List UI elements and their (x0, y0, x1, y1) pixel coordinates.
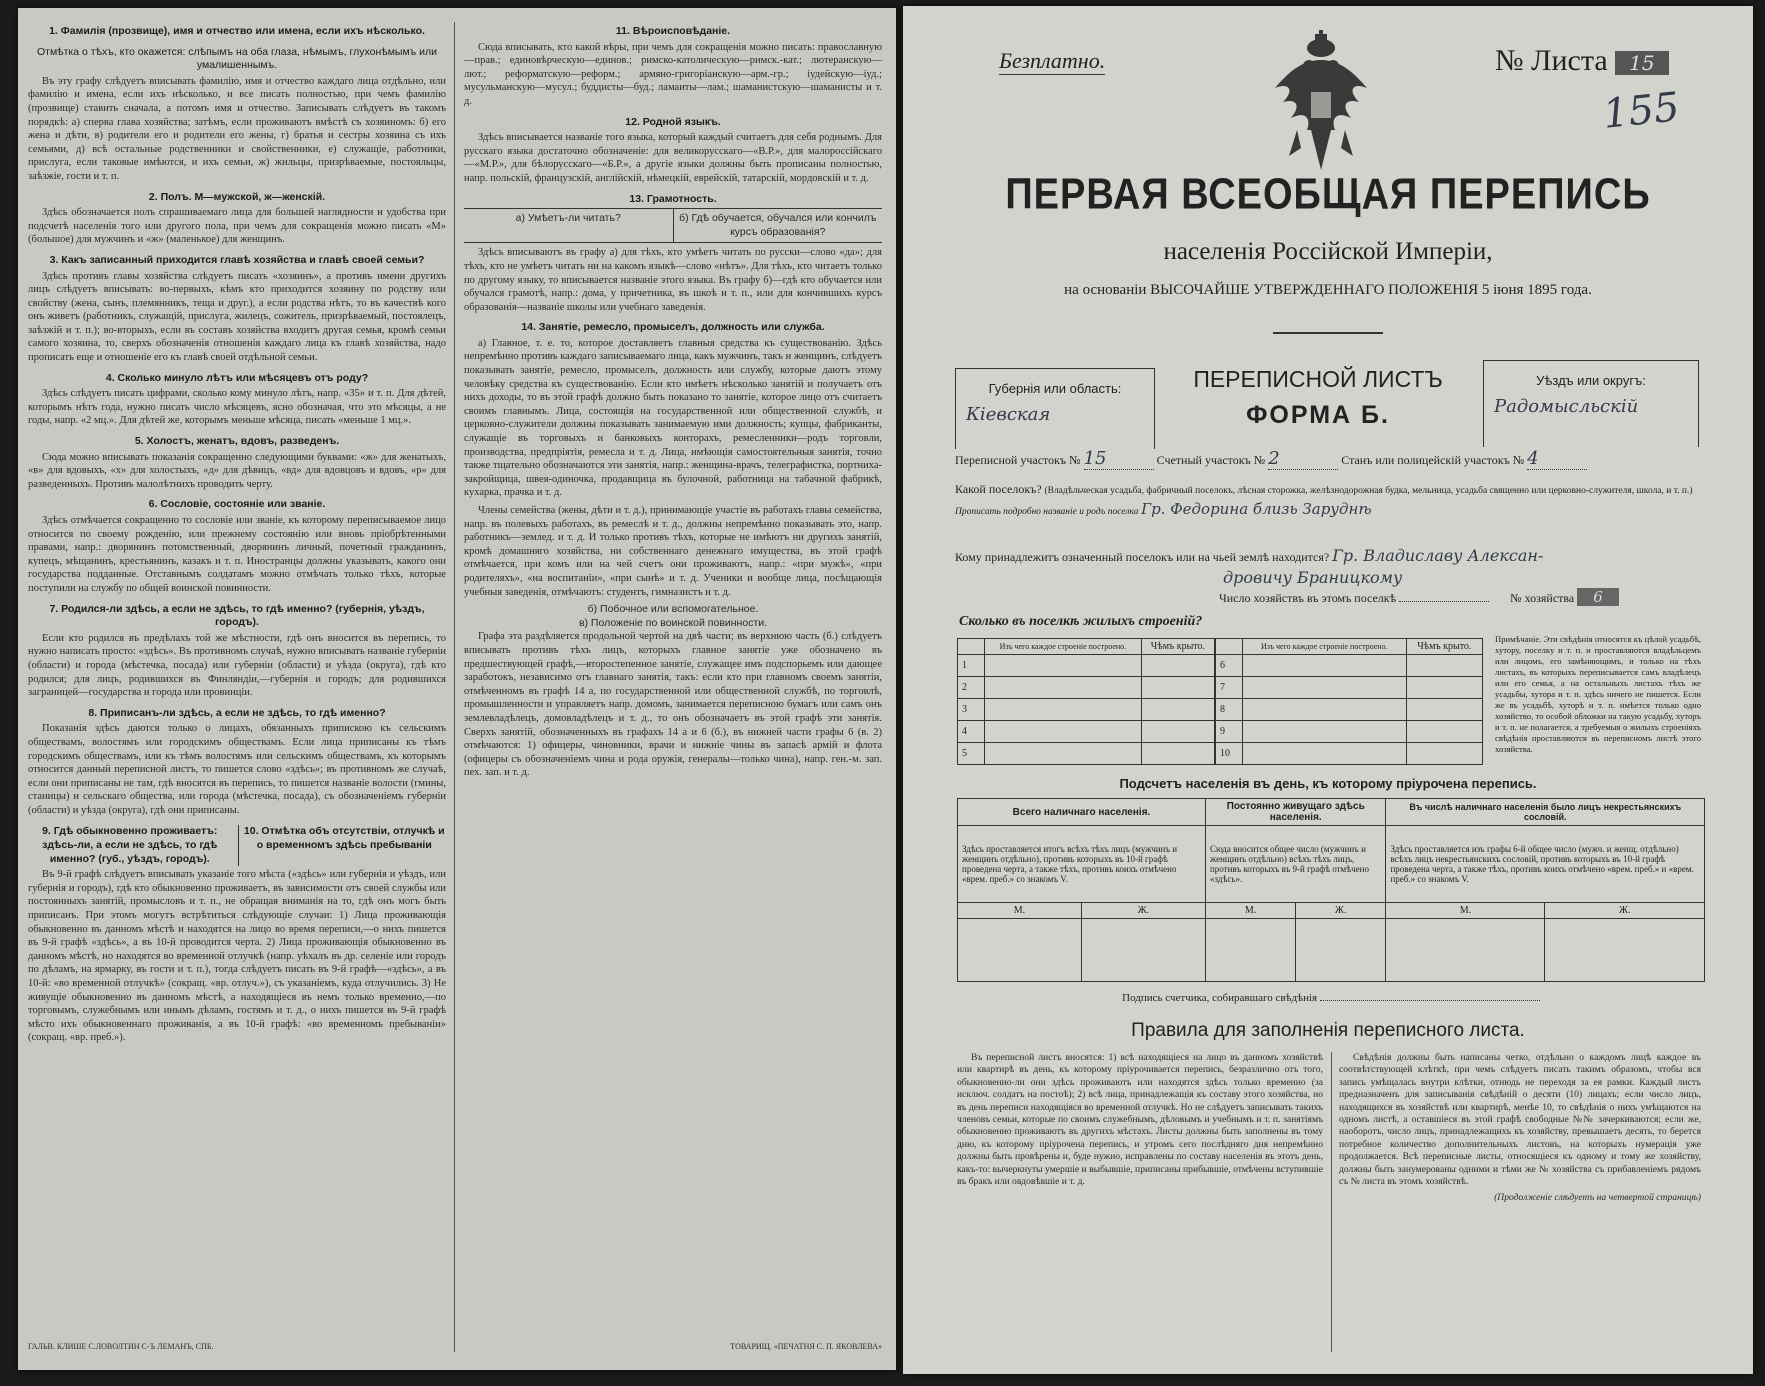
gubernia-label: Губернія или область: (988, 381, 1122, 396)
census-title: ПЕРВАЯ ВСЕОБЩАЯ ПЕРЕПИСЬ (1005, 170, 1651, 220)
section-7-title: 7. Родился-ли здѣсь, а если не здѣсь, то гдѣ именно? (губернія, уѣздъ, городъ). (49, 602, 425, 629)
section-14c: в) Положеніе по воинской повинности. (578, 616, 768, 629)
section-8-title: 8. Приписанъ-ли здѣсь, а если не здѣсь, то гдѣ именно? (88, 706, 386, 719)
household-no-value: 6 (1577, 588, 1619, 606)
bld-row-num: 3 (958, 699, 985, 721)
section-14-text: а) Главное, т. е. то, которое доставляетъ главныя средства къ существованію. Здѣсь непремѣнно противъ каждаго записываемаго лица, какъ мужчинъ, такъ и женщинъ, слѣдуетъ показывать занятіе, ремесло, промыселъ, должность или службу, которые даютъ этому человѣку средства къ существованію. Если кто имѣетъ нѣсколько занятій и получаетъ отъ нихъ доходы, то въ этой графѣ должно быть показано то занятіе, которое лицо отъ считаетъ своимъ главнымъ. Лица, состоящія на государственной или общественной службѣ, и церковно-служители должны показывать занимаемую ими должность; купцы, фабриканты, служащіе въ торговыхъ и банковыхъ конторахъ, ремесленники—родъ торговли, производства, предпріятія, ремесла и т. д. Лица, имѣющія самостоятельныя занятія, точно также тщательно обозначаются эти занятія, напр.: женщина-врачъ, телеграфистка, портниха-закройщица, швея-одиночка, продавщица въ булочной, работница на табачной фабрикѣ, кухарка, прачка и т. д. (464, 337, 882, 499)
section-5-text: Сюда можно вписывать показанія сокращенно следующими буквами: «ж» для женатыхъ, «в» для вдовыхъ, «х» для холостыхъ, «д» для дѣвицъ, «вд» для вдовцовъ и вдовъ, «р» для разведенныхъ. Противъ малолѣтнихъ проводить черту. (28, 451, 446, 490)
section-10-title: 10. Отмѣтка объ отсутствіи, отлучкѣ и о временномъ здѣсь пребываніи (238, 825, 447, 866)
section-2-title: 2. Полъ. М—мужской, ж—женскій. (148, 190, 326, 203)
rules-continue: (Продолженіе слѣдуетъ на четвертой страницѣ) (1494, 1192, 1701, 1204)
uezd-box (1483, 360, 1699, 447)
bld-row-num: 10 (1216, 743, 1243, 765)
buildings-table-right (1215, 638, 1483, 765)
sheet-number-label: № Листа (1495, 44, 1608, 77)
section-6-text: Здѣсь отмѣчается сокращенно то сословіе или званіе, къ которому переписываемое лицо относится по своему рожденію, или прежнему состоянію или вновь пріобрѣтенными правами, напр.: дворянинъ потомственный, дворянинъ личный, почетный гражданинъ, купецъ, мѣщанинъ, крестьянинъ, казакъ и т. п. Иностранцы должны указывать, какого они государства подданные. Отставнымъ солдатамъ можно отмѣчать только тѣхъ, которые поступили на службу по общей воинской повинности. (28, 515, 446, 594)
households-label: Число хозяйствъ въ этомъ поселкѣ (1219, 591, 1397, 605)
buildings-label: Сколько въ поселкѣ жилыхъ строеній? (959, 614, 1203, 629)
section-13-title: 13. Грамотность. (629, 192, 717, 205)
form-header-box (955, 360, 1699, 454)
bld-row-num: 2 (958, 677, 985, 699)
column-divider (454, 22, 455, 1352)
schetny-label: Счетный участокъ № (1156, 453, 1266, 467)
signature-label: Подпись счетчика, собиравшаго свѣдѣнія (1122, 992, 1318, 1004)
section-14-title: 14. Занятіе, ремесло, промыселъ, должность или служба. (521, 321, 825, 334)
bld-col-roof: Чѣмъ крыто. (1406, 639, 1482, 655)
left-col2-footer: ТОВАРИЩ. «ПЕЧАТНЯ С. П. ЯКОВЛЕВА» (730, 1342, 882, 1352)
right-page (903, 6, 1753, 1374)
section-11-title: 11. Вѣроисповѣданіе. (615, 25, 731, 37)
stan-value: 4 (1527, 448, 1587, 470)
section-7-text: Если кто родился въ предѣлахъ той же мѣстности, гдѣ онъ вносится въ перепись, то нужно написать просто: «здѣсь». Въ противномъ случаѣ, нужно вписывать названіе губерніи (области) и города (мѣстечка, посада) или губерніи (области) и уѣзда (округа), гдѣ кто родился; для лицъ, родившихся въ Финляндіи,—губернія и городъ; для родившихся заграницей—государства и города или провинціи. (28, 632, 446, 699)
left-col1-footer: ГАЛЬВ. КЛИШЕ С.ЛОВОЛТИН С-Ъ ЛЕМАНЪ, СПБ. (28, 1342, 214, 1352)
section-4-title: 4. Сколько минуло лѣтъ или мѣсяцевъ отъ роду? (105, 371, 369, 384)
left-column-2 (464, 18, 882, 1358)
section-13a: а) Умѣетъ-ли читать? (515, 212, 621, 225)
bld-row-num: 6 (1216, 655, 1243, 677)
section-9-title: 9. Гдѣ обыкновенно проживаетъ: здѣсь-ли, а если не здѣсь, то гдѣ именно? (губ., уѣздъ, городъ). (42, 825, 218, 865)
section-3-title: 3. Какъ записанный приходится главѣ хозяйства и главѣ своей семьи? (49, 253, 425, 266)
imperial-eagle-emblem (1261, 30, 1381, 180)
owner-row (955, 546, 1699, 565)
rules-left-text: Въ переписной листъ вносятся: 1) всѣ находящіеся на лицо въ данномъ хозяйствѣ или квартирѣ въ день, къ которому пріурочивается перепись, безразлично отъ того, обыкновенно-ли они здѣсь проживаютъ или находятся здѣсь только временно (за исключ. солдатъ на постоѣ); 2) всѣ лица, принадлежащія къ составу этого хозяйства, но въ день переписи находящіяся во временной отлучкѣ. Но не слѣдуетъ записывать такихъ членовъ семьи, которые по своимъ служебнымъ, дѣловымъ и учебнымъ и т. п. занятіямъ обыкновенно проживаютъ въ другихъ мѣстахъ. Листы должны быть заполнены въ тому дню, къ которому пріурочена перепись, и утромъ сего послѣдняго дня непремѣнно должны быть провѣрены и, буде нужно, исправлены по составу населенія въ этотъ день, какъ-то: вычеркнуты умершіе и выбывшіе, приписаны прибывшіе, отмѣчены вступившіе въ бракъ или овдовѣвшіе и т. д. (957, 1052, 1323, 1188)
uchastok-label: Переписной участокъ № (955, 453, 1081, 467)
zh-label: Ж. (1081, 903, 1205, 919)
section-4-text: Здѣсь слѣдуетъ писать цифрами, сколько кому минуло лѣтъ, напр. «35» и т. п. Для дѣтей, которымъ нѣтъ года, нужно писать число мѣсяцевъ, ясно обозначая, что это мѣсяцы, а не годы, напр. «2 мц.». Для дѣтей же, которымъ меньше мѣсяца, писать «меньше 1 мц.». (28, 388, 446, 427)
count-col3-text: Здѣсь проставляется изъ графы 6-й общее число (мужч. и женщ. отдѣльно) всѣхъ лицъ некрестьянскихъ сословій, противъ которыхъ въ 10-й графѣ проведена черта, а также тѣхъ, противъ коихъ отмѣчено «врем. преб.» и «врем. преб.» со знакомъ V. (1386, 826, 1705, 903)
bld-col-material: Изъ чего каждое строеніе построено. (985, 639, 1142, 655)
buildings-table-left (957, 638, 1215, 765)
owner-label: Кому принадлежитъ означенный поселокъ или на чьей землѣ находится? (955, 550, 1330, 564)
schetny-value: 2 (1268, 448, 1338, 470)
uchastok-value: 15 (1084, 448, 1154, 470)
census-subtitle-2: на основаніи ВЫСОЧАЙШЕ УТВЕРЖДЕННАГО ПОЛОЖЕНІЯ 5 іюня 1895 года. (1064, 282, 1592, 298)
buildings-note: Примѣчаніе. Эти свѣдѣнія относятся къ цѣлой усадьбѣ, хутору, поселку и т. п. и проставляются владѣльцемъ или лицомъ, его замѣняющимъ, и только на тѣхъ листахъ, въ которыхъ переписывается самъ владѣлецъ или его семья, а на остальныхъ листахъ тѣхъ же усадьбы, хутора и т. п. здѣсь ничего не пишется. Если же въ усадьбѣ, хуторѣ и т. п. имѣется только одно хозяйство, то особой обложки на такую усадьбу, хуторъ и т. п. не полагается, а требуемыя о жилыхъ строеніяхъ свѣдѣнія проставляются въ переписномъ листѣ этого хозяйства. (1495, 634, 1701, 754)
count-col1-text: Здѣсь проставляется итогъ всѣхъ тѣхъ лицъ (мужчинъ и женщинъ отдѣльно), противъ которыхъ въ 10-й графѣ проведена черта, а также тѣхъ, противъ коихъ отмѣчено «врем. преб.» со знакомъ V. (958, 826, 1206, 903)
count-col3-head: Въ числѣ наличнаго населенія было лицъ некрестьянскихъ сословій. (1386, 799, 1705, 826)
section-9-text: Въ 9-й графѣ слѣдуетъ вписывать указаніе того мѣста («здѣсь» или губернія и уѣздъ, или губернія и городъ), гдѣ кто обыкновенно проживаетъ, въ зависимости отъ своей службы или постоянныхъ занятій, промысловъ и т. п., не обращая вниманія на то, гдѣ онъ могъ быть приписанъ. При этомъ могутъ встрѣтиться слѣдующіе случаи: 1) Лица проживающія обыкновенно въ данномъ мѣстѣ и находятся на лицо во время переписи,—о нихъ пишется въ 9-й графѣ «здѣсь», а въ 10-й проводится черта. 2) Лица проживающія обыкновенно въ данномъ мѣстѣ, но находятся во временной отлучкѣ (напр. уѣхалъ въ др. селеніе или городъ по дѣламъ, на ярмарку, въ гости и т. п.), тогда слѣдуетъ писать въ 9-й графѣ—«здѣсь», а въ 10-й: «во временной отлучкѣ» (сокращ. «вр. отлуч.»), съ указаніемъ, куда отлучились. 3) Не живущіе обыкновенно въ данномъ мѣстѣ, а находящіеся въ немъ только временно,—по торговымъ, служебнымъ или инымъ дѣламъ, гостямъ и т. д., о нихъ пишется въ 9-й графѣ мѣсто ихъ обыкновеннаго проживанія, а въ 10-й графѣ: «во временномъ пребываніи» (сокращ. «вр. преб.»). (28, 869, 446, 1044)
rules-divider (1331, 1052, 1332, 1352)
section-12-text: Здѣсь вписывается названіе того языка, который каждый считаетъ для себя роднымъ. Для русскаго языка достаточно обозначеніе: для великорусскаго—«В.Р.», для малороссійскаго—«М.Р.», для бѣлорусскаго—«Б.Р.», а другіе языки должны быть прописаны полностью, напр. польскій, французскій, англійскій, нѣмецкій, еврейскій, татарскій, мордовскій и т. д. (464, 132, 882, 184)
section-13-text: Здѣсь вписываютъ въ графу а) для тѣхъ, кто умѣетъ читать по русски—слово «да»; для тѣхъ, кто не умѣетъ читать ни на какомъ языкѣ—слово «нѣтъ». Для тѣхъ, кто читаетъ только по другому языку, то вписывается названіе этого языка. Въ графу б)—гдѣ кто обучается или обучался грамотѣ, напр.: дома, у причетника, въ шкоѣ и т. п., или для кончившихъ курсъ образованія—названіе школы или учебнаго заведенія. (464, 247, 882, 313)
count-col2-head: Постоянно живущаго здѣсь населенія. (1205, 799, 1386, 826)
count-col1-head: Всего наличнаго населенія. (958, 799, 1206, 826)
sheet-number-value: 15 (1615, 51, 1668, 75)
count-col2-text: Сюда вносится общее число (мужчинъ и женщинъ отдѣльно) всѣхъ тѣхъ лицъ, противъ которыхъ въ 9-й графѣ отмѣчено «здѣсь». (1205, 826, 1386, 903)
households-blank (1399, 601, 1489, 602)
section-14-text-2: Члены семейства (жены, дѣти и т. д.), принимающіе участіе въ работахъ главы семейства, напр. въ полевыхъ работахъ, въ ремеслѣ и т. д., должны непремѣнно показывать это, напр. работникъ—землед. и т. д. И только противъ тѣхъ, которые не имѣютъ ни другихъ занятій, кромѣ домашняго хозяйства, ни собственнаго денежнаго имущества, въ этой графѣ отмѣчается, при комъ или на чей счетъ они проживаютъ, напр.: «при мужѣ», «при родителяхъ», «на воспитаніи», «при сынѣ» и т. д. Ученики и вообще лица, посѣщающія учебныя заведенія, отмѣчаютъ: студентъ, гимназистъ и т. д. (464, 505, 882, 598)
signature-row (957, 992, 1705, 1004)
form-title-1: ПЕРЕПИСНОЙ ЛИСТЪ (1193, 366, 1443, 392)
bld-col-roof: Чѣмъ крыто. (1141, 639, 1214, 655)
bld-row-num: 1 (958, 655, 985, 677)
stan-label: Станъ или полицейскій участокъ № (1341, 453, 1525, 467)
section-1-text: Въ эту графу слѣдуетъ вписывать фамилію, имя и отчество каждаго лица отдѣльно, или фамилію и имена, если ихъ нѣсколько, и все писать полностью, при чемъ фамилію (прозвище) ставить сначала, а потомъ имя и отчество. Записывать слѣдуетъ въ такомъ порядкѣ: а) сперва глава хозяйства; затѣмъ, если проживаютъ вмѣстѣ съ хозяиномъ: б) его жена и дѣти, в) родители его и родители его жены, г) братья и сестры хозяина съ ихъ семьями, д) всѣ остальные родственники и свойственники, е) служащіе, работники, прислуга, если таковые имѣются, и ихъ семьи, ж) жильцы, призрѣваемые, постояльцы, заѣзжіе, гости и т. п. (28, 75, 446, 182)
count-title: Подсчетъ населенія въ день, къ которому пріурочена перепись. (1119, 776, 1537, 791)
section-3-text: Здѣсь противъ главы хозяйства слѣдуетъ писать «хозяинъ», а противъ имени другихъ лицъ слѣдуетъ вписывать: во-первыхъ, кѣмъ кто приходится хозяину по родству или свойству (жена, сынъ, племянникъ, теща и друг.), а если родства нѣтъ, то въ качествѣ кого онъ живетъ (работникъ, служащій, прислуга, жилецъ, сожитель, призрѣваемый, постоялецъ, заѣзжій и т. п.); во-вторыхъ, если въ составъ хозяйства входитъ другая семья, кромѣ семьи самого хозяина, то, сверхъ обозначенія отношенія каждаго лица къ главѣ хозяйства, надо прописать еще и отношеніе его къ главѣ своей отдѣльной семьи. (28, 270, 446, 364)
uchastok-row (955, 448, 1699, 470)
gubernia-box (955, 368, 1155, 449)
section-9-10-headers (28, 821, 446, 868)
owner-value-2: дровичу Браницкому (1223, 568, 1403, 587)
section-6-title: 6. Сословіе, состояніе или званіе. (148, 498, 326, 511)
bld-row-num: 5 (958, 743, 985, 765)
sheet-number (1495, 44, 1669, 78)
bld-row-num: 7 (1216, 677, 1243, 699)
bld-row-num: 8 (1216, 699, 1243, 721)
form-title-block (1153, 360, 1483, 452)
rules-left-column (957, 1052, 1323, 1192)
households-row (1219, 588, 1699, 606)
signature-blank (1320, 1000, 1540, 1001)
section-14b: б) Побочное или вспомогательное. (587, 603, 759, 616)
section-5-title: 5. Холостъ, женатъ, вдовъ, разведенъ. (134, 435, 340, 448)
poselok-row (955, 480, 1703, 521)
gubernia-value: Кіевская (966, 404, 1051, 425)
bld-row-num: 9 (1216, 721, 1243, 743)
handwritten-page-number: 155 (1600, 84, 1682, 138)
section-11-text: Сюда вписывать, кто какой вѣры, при чемъ для сокращенія можно писать: православную—прав.; единовѣрческую—единов.; римско-католическую—римск.-кат.; лютеранскую—лют.; реформатскую—реформ.; армяно-григоріанскую—арм.-гр.; іудейскую—іуд.; мусульманскую—мусул.; буддисты—буд.; ламаиты—лам.; шаманистскую—шаманисты и т. д. (464, 41, 882, 107)
rules-right-text: Свѣдѣнія должны быть написаны четко, отдѣльно о каждомъ лицѣ каждое въ соотвѣтствующей клѣткѣ, при чемъ слѣдуетъ писать такимъ образомъ, чтобы вся запись умѣщалась внутри клѣтки, отнюдь не переходя за ея рамки. Каждый листъ предназначенъ для записыванія свѣдѣній о десяти (10) лицахъ; если число лицъ, находящихся въ хозяйствѣ или квартирѣ, менѣе 10, то свѣдѣнія о нихъ умѣщаются на одномъ листѣ, а оставшіеся въ этой графѣ свободные №№ зачеркиваются; если же, наоборотъ, число лицъ, принадлежащихъ къ хозяйству, превышаетъ десять, то берется потребное количество дополнительныхъ листовъ, на которыхъ нумерація уже продолжается. Всѣ переписные листы, относящіеся къ одному и тому же хозяйству, должны быть занумерованы одними и тѣми же № хозяйства съ прибавленіемъ рядомъ съ № листа въ этомъ хозяйствѣ. (1339, 1052, 1701, 1188)
m-label: М. (1386, 903, 1545, 919)
rules-title: Правила для заполненія переписного листа. (1131, 1020, 1525, 1041)
poselok-label: Какой поселокъ? (955, 482, 1042, 496)
population-count-table (957, 798, 1705, 982)
poselok-hint: (Владѣльческая усадьба, фабричный поселокъ, лѣсная сторожка, желѣзнодорожная будка, мельница, усадьба священно или церковно-служителя, школа, и т. п.) (1044, 486, 1693, 496)
zh-label: Ж. (1545, 903, 1705, 919)
section-1-title: 1. Фамилія (прозвище), имя и отчество или имена, если ихъ нѣсколько. (49, 25, 425, 37)
section-1-subtitle: Отмѣтка о тѣхъ, кто окажется: слѣпымъ на оба глаза, нѣмымъ, глухонѣмымъ или умалишеннымъ. (36, 45, 438, 72)
section-2-text: Здѣсь обозначается полъ спрашиваемаго лица для большей наглядности и удобства при подсчетѣ населенія того или другого пола, при чемъ для сокращенія можно писать «М» (большое) для мужчинъ и «ж» (маленькое) для женщинъ. (28, 207, 446, 246)
section-8-text: Показанія здѣсь даются только о лицахъ, обязанныхъ припискою къ сельскимъ обществамъ, волостямъ или городскимъ обществамъ. Если лица приписаны къ тѣмъ городскимъ обществамъ, или къ тѣмъ волостямъ или сельскимъ обществамъ, къ которымъ относится данный переписной листъ, то пишется слово «здѣсь»; въ противномъ же случаѣ, если они приписаны не там, гдѣ вносятся въ перепись, то пишется названіе волости (гмины, станицы) и сельскаго общества, или города (мѣстечка, посада), съ обозначеніемъ губерніи (области) и уѣзда (округа), гдѣ они приписаны. (28, 723, 446, 816)
poselok-value: Гр. Федорина близь Заруднѣ (1141, 500, 1372, 518)
form-title-2: ФОРМА Б. (1246, 401, 1390, 429)
bld-col-material: Изъ чего каждое строеніе построено. (1243, 639, 1407, 655)
rules-right-column (1339, 1052, 1701, 1209)
free-label: Безплатно. (999, 48, 1106, 73)
owner-value: Гр. Владиславу Алексан- (1332, 546, 1544, 565)
census-subtitle: населенія Россійской Имперіи, (1163, 238, 1493, 265)
title-rule (1273, 332, 1383, 334)
poselok-hint-2: Прописать подробно названіе и родъ поселка (955, 507, 1139, 517)
m-label: М. (1205, 903, 1295, 919)
section-12-title: 12. Родной языкъ. (625, 115, 721, 128)
section-13-subheads (464, 208, 882, 243)
uezd-value: Радомысльскій (1494, 396, 1639, 417)
section-14-text-3: Графа эта раздѣляется продольной чертой на двѣ части; въ верхнюю часть (б.) слѣдуетъ вписывать противъ тѣхъ лицъ, которыхъ главное занятіе уже обозначено въ предшествующей графѣ,—второстепенное занятіе, служащее имъ подспорьемъ или дающее заработокъ, независимо отъ главнаго занятія, такъ: если кто при главномъ своемъ занятіи, отмѣченномъ въ графѣ 14 а, по государственной или общественной службѣ, по торговлѣ, промышленности и управляетъ напр. домомъ, занимается переписною бумагъ или самъ онъ землевладѣлецъ, домовладѣлецъ и т. д., то онъ обозначаетъ въ этой графѣ эти занятія. Сверхъ занятій, обозначенныхъ въ графахъ 14 а и 6 (б.), въ нижней части графы 6 (в. 2) отмѣчаются: 1) офицеры, чиновники, врачи и нижніе чины въ запасѣ армій и флота (офицеры съ обозначеніемъ чина и рода оружія, генералы—только чина), напр. ген.-м. зап. пех. зап. и т. д. (464, 631, 882, 779)
m-label: М. (958, 903, 1082, 919)
section-13b: б) Гдѣ обучается, обучался или кончилъ курсъ образованія? (673, 209, 883, 242)
bld-row-num: 4 (958, 721, 985, 743)
uezd-label: Уѣздъ или округъ: (1536, 373, 1646, 388)
left-page (18, 8, 896, 1370)
zh-label: Ж. (1296, 903, 1386, 919)
household-no-label: № хозяйства (1510, 591, 1575, 605)
left-column-1 (28, 18, 446, 1358)
